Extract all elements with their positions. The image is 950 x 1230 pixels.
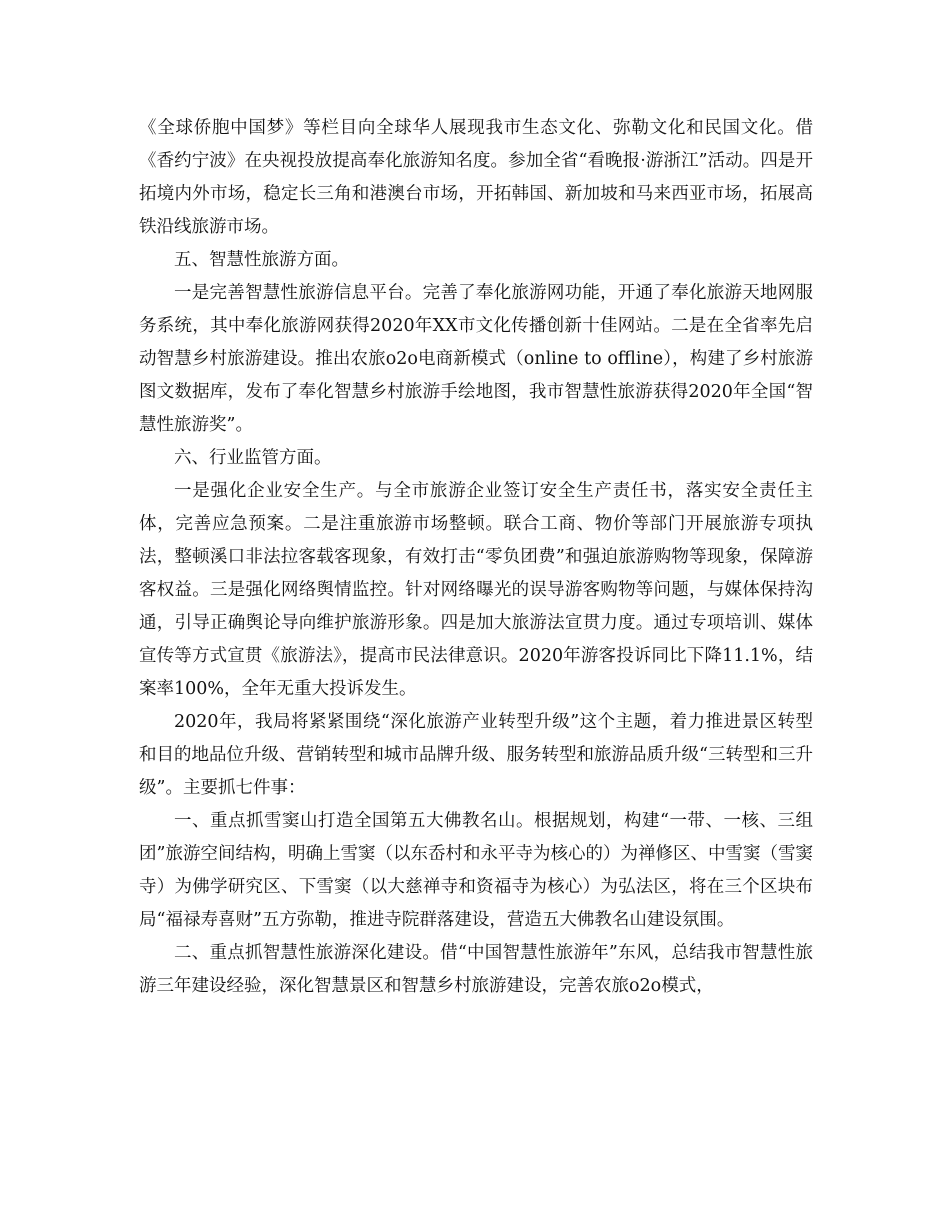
paragraph-2020-plan: 2020年，我局将紧紧围绕“深化旅游产业转型升级”这个主题，着力推进景区转型和目的地品位升级、营销转型和城市品牌升级、服务转型和旅游品质升级“三转型和三升级”。主要抓七件事： (139, 712, 813, 798)
paragraph-xuedou-mountain: 一、重点抓雪窦山打造全国第五大佛教名山。根据规划，构建“一带、一核、三组团”旅游空间结构，明确上雪窦（以东岙村和永平寺为核心的）为禅修区、中雪窦（雪窦寺）为佛学研究区、下雪窦（以大慈禅寺和资福寺为核心）为弘法区，将在三个区块布局“福禄寿喜财”五方弥勒，推进寺院群落建设，营造五大佛教名山建设氛围。 (139, 811, 813, 930)
section-heading-smart-tourism: 五、智慧性旅游方面。 (174, 250, 349, 270)
paragraph-smart-tourism: 一是完善智慧性旅游信息平台。完善了奉化旅游网功能，开通了奉化旅游天地网服务系统，其中奉化旅游网获得2020年XX市文化传播创新十佳网站。二是在全省率先启动智慧乡村旅游建设。推出农旅o2o电商新模式（online to offline），构建了乡村旅游图文数据库，发布了奉化智慧乡村旅游手绘地图，我市智慧性旅游获得2020年全国“智慧性旅游奖”。 (139, 283, 813, 435)
paragraph-industry-supervision: 一是强化企业安全生产。与全市旅游企业签订安全生产责任书，落实安全责任主体，完善应急预案。二是注重旅游市场整顿。联合工商、物价等部门开展旅游专项执法，整顿溪口非法拉客载客现象，有效打击“零负团费”和强迫旅游购物等现象，保障游客权益。三是强化网络舆情监控。针对网络曝光的误导游客购物等问题，与媒体保持沟通，引导正确舆论导向维护旅游形象。四是加大旅游法宣贯力度。通过专项培训、媒体宣传等方式宣贯《旅游法》，提高市民法律意识。2020年游客投诉同比下降11.1%，结案率100%，全年无重大投诉发生。 (139, 481, 813, 699)
paragraph-overseas-marketing: 《全球侨胞中国梦》等栏目向全球华人展现我市生态文化、弥勒文化和民国文化。借《香约宁波》在央视投放提高奉化旅游知名度。参加全省“看晚报·游浙江”活动。四是开拓境内外市场，稳定长三角和港澳台市场，开拓韩国、新加坡和马来西亚市场，拓展高铁沿线旅游市场。 (139, 118, 813, 237)
paragraph-smart-tourism-deepening: 二、重点抓智慧性旅游深化建设。借“中国智慧性旅游年”东风，总结我市智慧性旅游三年建设经验，深化智慧景区和智慧乡村旅游建设，完善农旅o2o模式， (139, 943, 813, 996)
document-body (139, 112, 813, 1003)
section-heading-industry-supervision: 六、行业监管方面。 (174, 448, 332, 468)
